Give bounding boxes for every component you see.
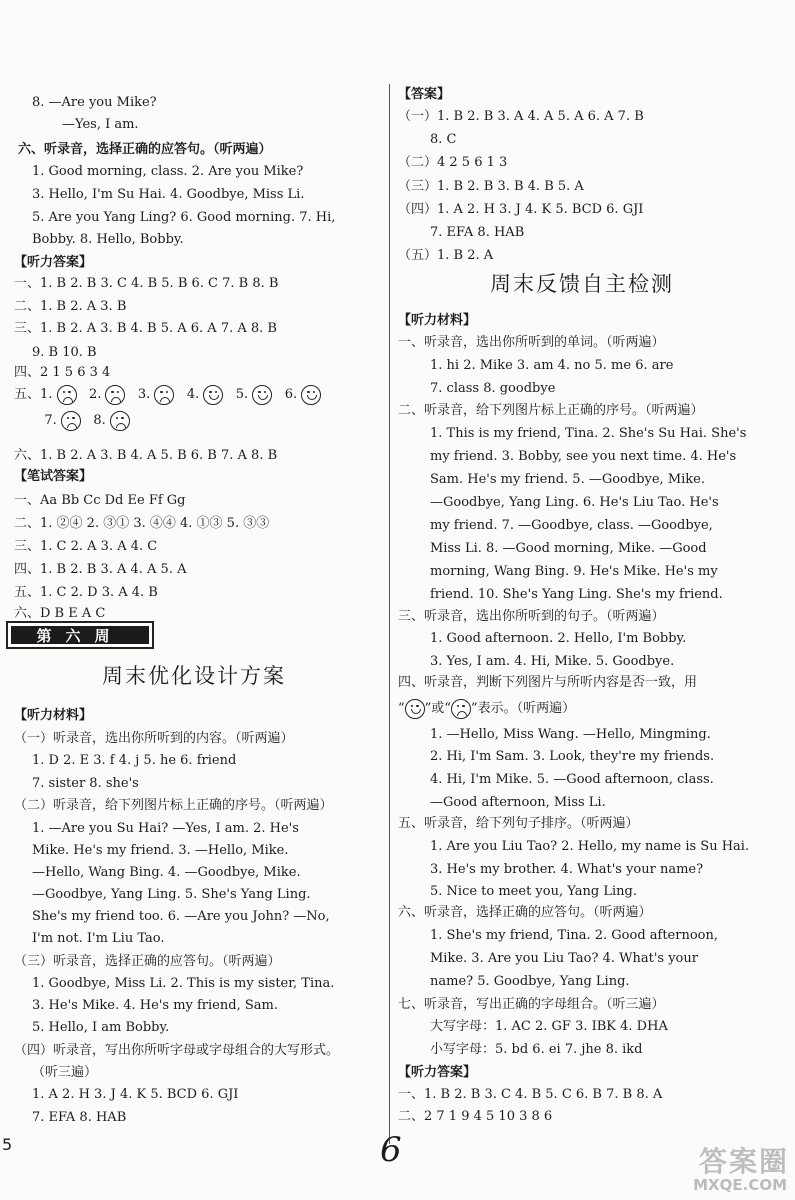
right-text-line: Sam. He's my friend. 5. —Goodbye, Mike.	[430, 472, 705, 487]
right-text-line: （一）1. B 2. B 3. A 4. A 5. A 6. A 7. B	[398, 109, 644, 124]
item-number: 6.	[272, 387, 302, 402]
right-text-line: 二、2 7 1 9 4 5 10 3 8 6	[398, 1109, 553, 1124]
right-heading: 【听力材料】	[398, 313, 477, 328]
left-text-line: 四、2 1 5 6 3 4	[14, 365, 111, 380]
right-text-line: Miss Li. 8. —Good morning, Mike. —Good	[430, 541, 707, 556]
right-text-line: 一、1. B 2. B 3. C 4. B 5. C 6. B 7. B 8. A	[398, 1087, 663, 1102]
left-text-line: 六、1. B 2. A 3. B 4. A 5. B 6. B 7. A 8. B	[14, 448, 278, 463]
emoji-answer-row	[32, 409, 130, 433]
emoji-answer-row	[14, 383, 321, 407]
left-text-line: 四、1. B 2. B 3. A 4. A 5. A	[14, 562, 187, 577]
week-banner	[6, 621, 154, 649]
right-section-title: 周末反馈自主检测	[490, 272, 674, 296]
right-text-line: 五、听录音，给下列句子排序。（听两遍）	[398, 816, 639, 831]
left-heading: 六、听录音，选择正确的应答句。（听两遍）	[18, 142, 272, 157]
item-number: 8.	[80, 413, 110, 428]
right-text-line: —Goodbye, Yang Ling. 6. He's Liu Tao. He's	[430, 495, 719, 510]
right-text-line: name? 5. Goodbye, Yang Ling.	[430, 974, 630, 989]
right-text-line: （五）1. B 2. A	[398, 248, 494, 263]
left-text-line: —Goodbye, Yang Ling. 5. She's Yang Ling.	[32, 887, 311, 902]
right-text-line: my friend. 7. —Goodbye, class. —Goodbye,	[430, 518, 713, 533]
right-text-line: （二）4 2 5 6 1 3	[398, 155, 508, 170]
item-number: 2.	[76, 387, 106, 402]
right-text-line: friend. 10. She's Yang Ling. She's my friend.	[430, 587, 723, 602]
row-label: 五、1.	[14, 387, 57, 402]
left-heading: 【笔试答案】	[14, 469, 93, 484]
right-text-line: 3. Yes, I am. 4. Hi, Mike. 5. Goodbye.	[430, 654, 675, 669]
left-text-line: （一）听录音，选出你所听到的内容。（听两遍）	[14, 731, 294, 746]
right-text-line: 一、听录音，选出你所听到的单词。（听两遍）	[398, 335, 665, 350]
left-text-line: 1. Good morning, class. 2. Are you Mike?	[32, 164, 304, 179]
left-text-line: （二）听录音，给下列图片标上正确的序号。（听两遍）	[14, 798, 333, 813]
left-text-line: 5. Are you Yang Ling? 6. Good morning. 7. Hi,	[32, 210, 336, 225]
right-heading: 【听力答案】	[398, 1065, 477, 1080]
column-divider	[389, 84, 390, 1144]
item-number: 5.	[223, 387, 253, 402]
smiley-face-icon	[301, 385, 321, 405]
symbol-instruction-line	[398, 697, 575, 721]
right-text-line: 7. class 8. goodbye	[430, 381, 556, 396]
quote-mid: ”或“	[424, 701, 451, 716]
left-text-line: 9. B 10. B	[32, 345, 97, 360]
right-text-line: 1. She's my friend, Tina. 2. Good afternoon,	[430, 928, 718, 943]
item-number: 4.	[174, 387, 204, 402]
week-banner-label: 第六周	[11, 626, 149, 644]
right-text-line: 1. Are you Liu Tao? 2. Hello, my name is Su Hai.	[430, 839, 750, 854]
right-text-line: 2. Hi, I'm Sam. 3. Look, they're my friends.	[430, 749, 715, 764]
right-text-line: （四）1. A 2. H 3. J 4. K 5. BCD 6. GJI	[398, 202, 644, 217]
left-text-line: 1. Goodbye, Miss Li. 2. This is my sister, Tina.	[32, 976, 335, 991]
sad-face-icon	[110, 411, 130, 431]
left-heading: 【听力答案】	[14, 255, 93, 270]
smiley-face-icon	[203, 385, 223, 405]
watermark-logo: 答案圈	[698, 1145, 789, 1178]
left-text-line: She's my friend too. 6. —Are you John? —No,	[32, 909, 330, 924]
right-text-line: 5. Nice to meet you, Yang Ling.	[430, 884, 638, 899]
quote-tail: ”表示。（听两遍）	[470, 701, 576, 716]
right-text-line: 1. Good afternoon. 2. Hello, I'm Bobby.	[430, 631, 687, 646]
left-heading: 【听力材料】	[14, 708, 93, 723]
left-text-line: Mike. He's my friend. 3. —Hello, Mike.	[32, 843, 289, 858]
sad-face-icon	[57, 385, 77, 405]
smiley-face-icon	[405, 699, 425, 719]
left-text-line: —Yes, I am.	[62, 117, 139, 132]
item-number: 3.	[125, 387, 155, 402]
left-text-line: 7. EFA 8. HAB	[32, 1110, 127, 1125]
left-text-line: —Hello, Wang Bing. 4. —Goodbye, Mike.	[32, 865, 301, 880]
left-text-line: （听三遍）	[32, 1065, 98, 1080]
right-text-line: （三）1. B 2. B 3. B 4. B 5. A	[398, 179, 584, 194]
left-text-line: 5. Hello, I am Bobby.	[32, 1020, 170, 1035]
handwritten-page-mark: 6	[380, 1130, 402, 1170]
right-text-line: 3. He's my brother. 4. What's your name?	[430, 862, 704, 877]
left-text-line: 3. He's Mike. 4. He's my friend, Sam.	[32, 998, 278, 1013]
right-text-line: 4. Hi, I'm Mike. 5. —Good afternoon, class.	[430, 772, 714, 787]
left-text-line: Bobby. 8. Hello, Bobby.	[32, 232, 184, 247]
right-text-line: 六、听录音，选择正确的应答句。（听两遍）	[398, 905, 652, 920]
left-text-line: （三）听录音，选择正确的应答句。（听两遍）	[14, 954, 281, 969]
right-text-line: 7. EFA 8. HAB	[430, 225, 525, 240]
right-text-line: 三、听录音，选出你所听到的句子。（听两遍）	[398, 609, 665, 624]
left-text-line: （四）听录音，写出你所听字母或字母组合的大写形式。	[14, 1043, 340, 1058]
right-text-line: my friend. 3. Bobby, see you next time. 4. He's	[430, 449, 737, 464]
left-text-line: 三、1. C 2. A 3. A 4. C	[14, 539, 158, 554]
page-number: 5	[2, 1135, 13, 1154]
left-text-line: 1. —Are you Su Hai? —Yes, I am. 2. He's	[32, 821, 299, 836]
sad-face-icon	[105, 385, 125, 405]
left-text-line: 五、1. C 2. D 3. A 4. B	[14, 585, 158, 600]
left-text-line: 一、Aa Bb Cc Dd Ee Ff Gg	[14, 493, 186, 508]
smiley-face-icon	[252, 385, 272, 405]
right-text-line: 1. —Hello, Miss Wang. —Hello, Mingming.	[430, 727, 711, 742]
left-text-line: I'm not. I'm Liu Tao.	[32, 931, 165, 946]
left-text-line: 三、1. B 2. A 3. B 4. B 5. A 6. A 7. A 8. B	[14, 321, 277, 336]
right-text-line: morning, Wang Bing. 9. He's Mike. He's my	[430, 564, 718, 579]
right-text-line: Mike. 3. Are you Liu Tao? 4. What's your	[430, 951, 698, 966]
right-text-line: 小写字母：5. bd 6. ei 7. jhe 8. ikd	[430, 1042, 643, 1057]
right-text-line: 大写字母：1. AC 2. GF 3. IBK 4. DHA	[430, 1019, 668, 1034]
right-text-line: 1. This is my friend, Tina. 2. She's Su Hai. She's	[430, 426, 747, 441]
left-text-line: 8. —Are you Mike?	[32, 95, 157, 110]
left-text-line: 一、1. B 2. B 3. C 4. B 5. B 6. C 7. B 8. B	[14, 276, 279, 291]
item-number: 7.	[32, 413, 61, 428]
sad-face-icon	[61, 411, 81, 431]
right-text-line: 四、听录音，判断下列图片与所听内容是否一致，用	[398, 675, 698, 690]
quote-open: “	[398, 701, 405, 716]
left-text-line: 7. sister 8. she's	[32, 776, 139, 791]
right-heading: 【答案】	[398, 87, 451, 102]
left-section-title: 周末优化设计方案	[102, 664, 286, 688]
right-text-line: 8. C	[430, 132, 457, 147]
watermark-url: MXQE.COM	[693, 1176, 787, 1194]
left-text-line: 二、1. B 2. A 3. B	[14, 299, 127, 314]
left-text-line: 3. Hello, I'm Su Hai. 4. Goodbye, Miss Li.	[32, 187, 305, 202]
sad-face-icon	[451, 699, 471, 719]
left-text-line: 二、1. ②④ 2. ③① 3. ④④ 4. ①③ 5. ③③	[14, 516, 270, 531]
left-text-line: 六、D B E A C	[14, 606, 106, 621]
right-text-line: 1. hi 2. Mike 3. am 4. no 5. me 6. are	[430, 358, 674, 373]
right-text-line: —Good afternoon, Miss Li.	[430, 795, 606, 810]
left-text-line: 1. A 2. H 3. J 4. K 5. BCD 6. GJI	[32, 1087, 239, 1102]
sad-face-icon	[154, 385, 174, 405]
right-text-line: 二、听录音，给下列图片标上正确的序号。（听两遍）	[398, 403, 704, 418]
right-text-line: 七、听录音，写出正确的字母组合。（听三遍）	[398, 997, 665, 1012]
left-text-line: 1. D 2. E 3. f 4. j 5. he 6. friend	[32, 753, 237, 768]
